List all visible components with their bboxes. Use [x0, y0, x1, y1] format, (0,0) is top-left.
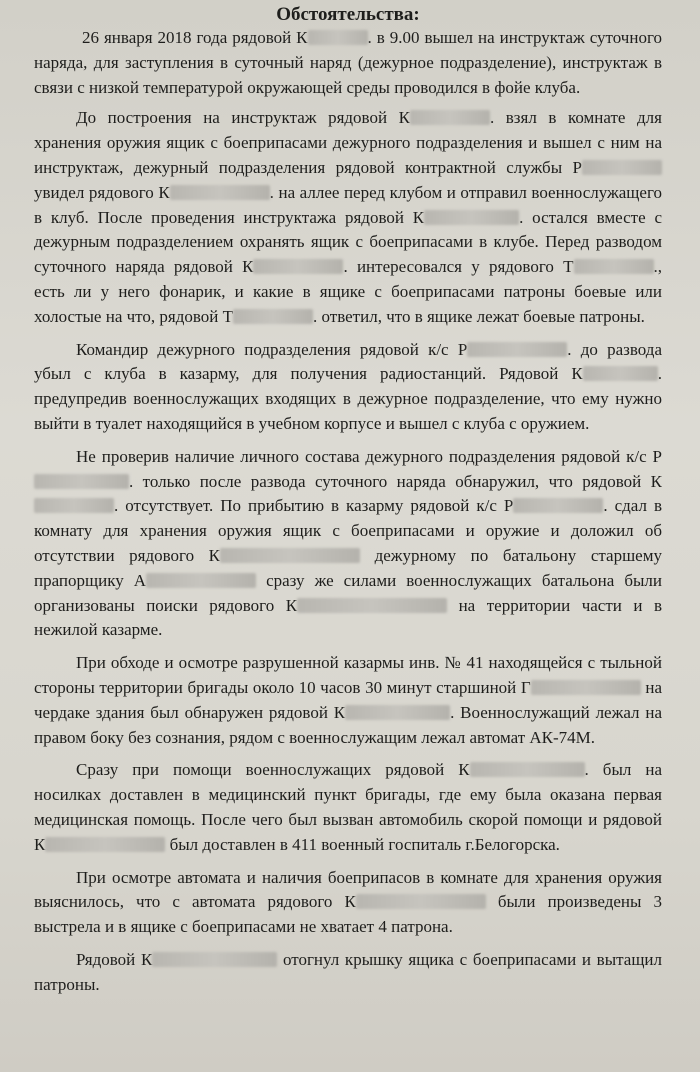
paragraph-text: Не проверив наличие личного состава дежурного подразделения рядовой к/с Р — [76, 446, 662, 466]
paragraph-text: на чердаке здания был обнаружен рядовой К — [34, 677, 662, 722]
redaction-blur — [233, 309, 313, 324]
paragraph-text: . только после развода суточного наряда обнаружил, что рядовой К — [129, 471, 662, 491]
paragraph-text: . в 9.00 вышел на инструктаж суточного наряда, для заступления в суточный наряд (дежурное подразделение), инструктаж в связи с низкой температурой окружающей среды проводился в фойе клуба. — [34, 28, 663, 97]
redaction-blur — [424, 210, 519, 225]
paragraph-text: 26 января 2018 года рядовой К — [82, 28, 308, 47]
redaction-blur — [582, 160, 662, 175]
redaction-blur — [467, 342, 567, 357]
paragraph — [34, 338, 662, 437]
paragraph-text: . на аллее перед клубом и отправил военнослужащего в клуб. После проведения инструктажа рядовой К — [34, 182, 662, 227]
paragraph-text: Сразу при помощи военнослужащих рядовой К — [76, 760, 470, 780]
paragraph — [34, 866, 662, 940]
paragraph-text: сразу же силами военнослужащих батальона были организованы поиски рядового К — [34, 570, 663, 615]
paragraph-text: были произведены 3 выстрела и в ящике с боеприпасами не хватает 4 патрона. — [34, 892, 662, 937]
document-title: Обстоятельства: — [276, 4, 420, 25]
paragraph-text: дежурному по батальону старшему прапорщику А — [34, 545, 662, 590]
redaction-blur — [356, 894, 486, 909]
paragraph-text: . ответил, что в ящике лежат боевые патроны. — [313, 306, 645, 326]
redaction-blur — [513, 498, 603, 513]
paragraph — [34, 106, 662, 329]
paragraph-text: При осмотре автомата и наличия боеприпасов в комнате для хранения оружия выяснилось, что с автомата рядового К — [34, 867, 662, 912]
paragraph-text: При обходе и осмотре разрушенной казармы инв. № 41 находящейся с тыльной стороны территории бригады около 10 часов 30 минут старшиной Г — [34, 653, 662, 697]
redaction-blur — [146, 573, 256, 588]
paragraph-text: был доставлен в 411 военный госпиталь г.Белогорска. — [165, 834, 560, 854]
paragraph-text: Командир дежурного подразделения рядовой к/с Р — [76, 339, 468, 359]
paragraph-text: . интересовался у рядового Т — [343, 257, 574, 277]
redaction-blur — [470, 762, 585, 777]
redaction-blur — [574, 259, 654, 274]
paragraph-text: . был на носилках доставлен в медицинский пункт бригады, где ему была оказана первая медицинская помощь. После чего был вызван автомобиль скорой помощи и рядовой К — [34, 760, 662, 854]
paragraph — [34, 651, 662, 750]
redaction-blur — [297, 598, 447, 613]
paragraph-text: увидел рядового К — [34, 182, 170, 202]
redaction-blur — [220, 548, 360, 563]
paragraph — [34, 758, 662, 857]
redaction-blur — [583, 366, 658, 381]
redaction-blur — [152, 952, 277, 967]
paragraph-text: . остался вместе с дежурным подразделением охранять ящик с боеприпасами в клубе. Перед разводом суточного наряда рядовой К — [34, 207, 662, 277]
paragraph-text: . до развода убыл с клуба в казарму, для получения радиостанций. Рядовой К — [34, 339, 662, 384]
redaction-blur — [45, 837, 165, 852]
redaction-blur — [34, 474, 129, 489]
paragraph — [34, 445, 662, 643]
redaction-blur — [308, 30, 368, 45]
paragraph-text: . предупредив военнослужащих входящих в дежурное подразделение, что ему нужно выйти в туалет находящийся в учебном корпусе и вышел с клуба с оружием. — [34, 364, 662, 433]
paragraph-text: Рядовой К — [76, 949, 153, 969]
paragraph-text: отогнул крышку ящика с боеприпасами и вытащил патроны. — [34, 949, 662, 994]
redaction-blur — [170, 185, 270, 200]
redaction-blur — [531, 680, 641, 695]
paragraph-text: . сдал в комнату для хранения оружия ящик с боеприпасами и оружие и доложил об отсутствии рядового К — [34, 496, 662, 565]
paragraph-text: на территории части и в нежилой казарме. — [34, 595, 662, 640]
paragraph-text: . взял в комнате для хранения оружия ящик с боеприпасами дежурного подразделения и вышел с ним на инструктаж, дежурный подразделения рядовой контрактной службы Р — [34, 108, 662, 177]
redaction-blur — [345, 705, 450, 720]
paragraph — [34, 948, 662, 998]
redaction-blur — [34, 498, 114, 513]
document-body — [34, 26, 662, 997]
redaction-blur — [253, 259, 343, 274]
paragraph-text: До построения на инструктаж рядовой К — [76, 108, 410, 128]
paragraph-text: . отсутствует. По прибытию в казарму рядовой к/с Р — [114, 496, 514, 516]
redaction-blur — [410, 110, 490, 125]
paragraph — [34, 26, 662, 100]
paragraph-text: ., есть ли у него фонарик, и какие в ящике с боеприпасами патроны боевые или холостые на что, рядовой Т — [34, 257, 662, 326]
paragraph-text: . Военнослужащий лежал на правом боку без сознания, рядом с военнослужащим лежал автомат АК-74М. — [34, 702, 662, 747]
